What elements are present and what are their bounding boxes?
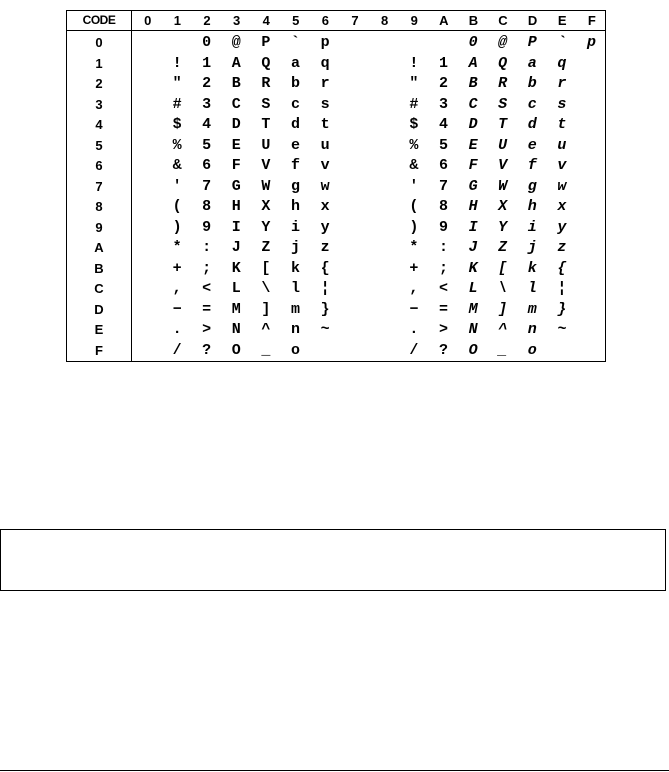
table-cell bbox=[340, 136, 369, 156]
column-header: A bbox=[439, 13, 449, 28]
table-cell bbox=[370, 218, 399, 238]
table-cell bbox=[577, 341, 606, 361]
table-cell: , bbox=[409, 280, 419, 297]
row-label: E bbox=[94, 322, 104, 337]
table-cell: c bbox=[527, 95, 537, 113]
table-cell: ` bbox=[557, 34, 567, 51]
character-code-table bbox=[66, 10, 606, 362]
table-cell: / bbox=[409, 341, 419, 359]
table-cell: W bbox=[498, 177, 508, 195]
table-cell: + bbox=[172, 259, 182, 277]
table-cell: ~ bbox=[557, 321, 567, 338]
column-header: C bbox=[498, 13, 508, 28]
table-cell: ' bbox=[409, 177, 419, 195]
table-cell bbox=[340, 300, 369, 320]
table-cell bbox=[133, 279, 162, 299]
table-cell: y bbox=[557, 218, 567, 236]
table-cell: J bbox=[231, 239, 241, 256]
table-cell: Z bbox=[261, 239, 271, 256]
table-cell: _ bbox=[498, 341, 508, 359]
code-header: CODE bbox=[82, 13, 116, 27]
table-cell: n bbox=[290, 321, 300, 338]
table-cell bbox=[370, 33, 399, 53]
table-cell: < bbox=[202, 280, 212, 297]
table-cell: k bbox=[527, 259, 537, 277]
column-header: 7 bbox=[351, 13, 359, 28]
table-cell: J bbox=[468, 239, 478, 256]
table-cell bbox=[133, 300, 162, 320]
table-cell: V bbox=[261, 157, 271, 174]
table-cell: " bbox=[172, 75, 182, 92]
table-cell bbox=[133, 33, 162, 53]
table-cell: { bbox=[557, 259, 567, 277]
table-cell: > bbox=[202, 321, 212, 338]
table-cell: 6 bbox=[438, 157, 448, 174]
table-cell: + bbox=[409, 259, 419, 277]
table-cell bbox=[340, 197, 369, 217]
table-cell: X bbox=[498, 198, 508, 215]
table-cell bbox=[370, 279, 399, 299]
row-label: 8 bbox=[95, 199, 103, 214]
table-cell bbox=[340, 156, 369, 176]
table-cell: 3 bbox=[202, 95, 212, 113]
table-cell: y bbox=[320, 218, 330, 236]
table-cell: i bbox=[290, 218, 300, 236]
row-label: 7 bbox=[95, 178, 103, 194]
table-cell: s bbox=[557, 95, 567, 113]
table-cell: t bbox=[320, 116, 330, 133]
table-cell: m bbox=[290, 300, 300, 318]
table-cell: / bbox=[172, 341, 182, 359]
table-cell: > bbox=[438, 321, 448, 338]
table-cell: 2 bbox=[202, 75, 212, 92]
table-cell bbox=[133, 95, 162, 115]
table-cell: h bbox=[527, 198, 537, 215]
table-cell: 1 bbox=[202, 54, 212, 72]
table-cell: @ bbox=[498, 34, 508, 51]
table-cell: B bbox=[231, 75, 241, 92]
table-cell: x bbox=[320, 198, 330, 215]
table-cell: l bbox=[527, 280, 537, 297]
row-label: 3 bbox=[95, 96, 103, 112]
table-cell bbox=[399, 33, 428, 53]
column-header: 0 bbox=[144, 13, 152, 28]
column-header: D bbox=[527, 13, 538, 28]
table-cell: h bbox=[290, 198, 300, 215]
table-cell: ^ bbox=[498, 321, 508, 338]
table-cell: K bbox=[231, 259, 241, 277]
table-cell: ' bbox=[172, 177, 182, 195]
table-cell bbox=[133, 156, 162, 176]
table-cell: Q bbox=[498, 54, 508, 72]
table-cell: $ bbox=[409, 116, 419, 133]
table-cell bbox=[340, 218, 369, 238]
row-label: 5 bbox=[95, 137, 103, 153]
row-label: 2 bbox=[95, 76, 103, 91]
table-cell bbox=[370, 197, 399, 217]
table-cell: * bbox=[172, 239, 182, 256]
table-cell bbox=[577, 300, 606, 320]
table-cell: e bbox=[527, 136, 537, 154]
table-cell: H bbox=[231, 198, 241, 215]
table-cell: = bbox=[438, 300, 448, 318]
footer-rule bbox=[0, 770, 669, 771]
row-label-divider bbox=[131, 11, 132, 361]
table-cell bbox=[340, 95, 369, 115]
table-cell: [ bbox=[261, 259, 271, 277]
table-cell: ( bbox=[172, 198, 182, 215]
table-cell: E bbox=[468, 136, 478, 154]
table-cell bbox=[370, 74, 399, 94]
table-cell: S bbox=[261, 95, 271, 113]
table-cell: I bbox=[468, 218, 478, 236]
table-cell: \ bbox=[498, 280, 508, 297]
table-cell bbox=[577, 115, 606, 135]
table-cell: C bbox=[231, 95, 241, 113]
table-cell: 1 bbox=[438, 54, 448, 72]
table-cell bbox=[133, 218, 162, 238]
table-cell: t bbox=[557, 116, 567, 133]
table-cell bbox=[133, 259, 162, 279]
table-cell bbox=[577, 54, 606, 74]
table-cell bbox=[370, 54, 399, 74]
table-cell: M bbox=[468, 300, 478, 318]
table-cell: E bbox=[231, 136, 241, 154]
table-cell: l bbox=[290, 280, 300, 297]
table-cell: z bbox=[557, 239, 567, 256]
table-cell bbox=[577, 177, 606, 197]
table-cell: U bbox=[261, 136, 271, 154]
table-cell: } bbox=[320, 300, 330, 318]
table-cell: 9 bbox=[202, 218, 212, 236]
table-cell bbox=[340, 74, 369, 94]
table-cell: & bbox=[409, 157, 419, 174]
table-cell: O bbox=[231, 341, 241, 359]
table-cell: w bbox=[557, 177, 567, 195]
table-cell: ¦ bbox=[320, 280, 330, 297]
table-cell bbox=[340, 177, 369, 197]
table-cell: u bbox=[557, 136, 567, 154]
table-cell: B bbox=[468, 75, 478, 92]
column-header: E bbox=[557, 13, 567, 28]
table-cell bbox=[340, 33, 369, 53]
table-cell bbox=[577, 279, 606, 299]
table-cell: F bbox=[468, 157, 478, 174]
table-cell: % bbox=[172, 136, 182, 154]
table-cell bbox=[133, 238, 162, 258]
table-cell bbox=[311, 341, 340, 361]
table-cell: 2 bbox=[438, 75, 448, 92]
table-cell: * bbox=[409, 239, 419, 256]
table-cell bbox=[577, 156, 606, 176]
table-cell: : bbox=[438, 239, 448, 256]
table-cell bbox=[370, 136, 399, 156]
table-cell: g bbox=[290, 177, 300, 195]
table-cell bbox=[370, 300, 399, 320]
table-cell: 5 bbox=[202, 136, 212, 154]
table-cell: { bbox=[320, 259, 330, 277]
table-cell: R bbox=[498, 75, 508, 92]
table-cell: 4 bbox=[438, 116, 448, 133]
table-cell: q bbox=[320, 54, 330, 72]
table-cell bbox=[370, 238, 399, 258]
row-label: 1 bbox=[95, 55, 103, 71]
table-cell bbox=[577, 238, 606, 258]
table-cell: } bbox=[557, 300, 567, 318]
table-cell: a bbox=[290, 54, 300, 72]
empty-note-box bbox=[0, 529, 666, 591]
table-cell: Q bbox=[261, 54, 271, 72]
table-cell: U bbox=[498, 136, 508, 154]
table-cell: Y bbox=[261, 218, 271, 236]
table-cell: r bbox=[557, 75, 567, 92]
table-cell: i bbox=[527, 218, 537, 236]
table-cell: 8 bbox=[438, 198, 448, 215]
table-cell bbox=[340, 115, 369, 135]
table-cell bbox=[133, 54, 162, 74]
table-cell: L bbox=[231, 280, 241, 297]
table-cell: L bbox=[468, 280, 478, 297]
table-cell: m bbox=[527, 300, 537, 318]
table-cell: u bbox=[320, 136, 330, 154]
table-cell: f bbox=[527, 157, 537, 174]
table-cell: p bbox=[586, 34, 596, 51]
table-cell: w bbox=[320, 177, 330, 195]
table-cell bbox=[340, 54, 369, 74]
table-cell: − bbox=[409, 300, 419, 318]
table-cell bbox=[133, 320, 162, 340]
table-cell: _ bbox=[261, 341, 271, 359]
table-cell: f bbox=[290, 157, 300, 174]
table-cell: ) bbox=[409, 218, 419, 236]
table-cell: R bbox=[261, 75, 271, 92]
table-cell: V bbox=[498, 157, 508, 174]
table-cell bbox=[577, 259, 606, 279]
column-header: 9 bbox=[410, 13, 418, 28]
table-cell: b bbox=[290, 75, 300, 92]
table-cell: G bbox=[231, 177, 241, 195]
table-cell: T bbox=[498, 116, 508, 133]
table-cell: X bbox=[261, 198, 271, 215]
column-header: 6 bbox=[321, 13, 329, 28]
table-cell: , bbox=[172, 280, 182, 297]
table-cell: ; bbox=[202, 259, 212, 277]
table-cell: K bbox=[468, 259, 478, 277]
row-label: C bbox=[94, 281, 104, 296]
table-cell: j bbox=[290, 239, 300, 256]
table-cell: ? bbox=[438, 341, 448, 359]
column-header: 5 bbox=[292, 13, 300, 28]
table-cell: 7 bbox=[202, 177, 212, 195]
table-cell: A bbox=[468, 54, 478, 72]
table-cell: o bbox=[527, 341, 537, 359]
table-cell: b bbox=[527, 75, 537, 92]
table-cell: P bbox=[261, 34, 271, 51]
table-cell: Y bbox=[498, 218, 508, 236]
table-cell: ! bbox=[172, 54, 182, 72]
table-cell: N bbox=[231, 321, 241, 338]
table-cell bbox=[370, 115, 399, 135]
table-cell bbox=[547, 341, 576, 361]
table-cell: 5 bbox=[438, 136, 448, 154]
column-header: 8 bbox=[380, 13, 389, 28]
table-cell: T bbox=[261, 116, 271, 133]
table-cell: # bbox=[172, 95, 182, 113]
table-cell: z bbox=[320, 239, 330, 256]
table-cell: % bbox=[409, 136, 419, 154]
table-cell: = bbox=[202, 300, 212, 318]
table-cell: ` bbox=[290, 34, 300, 51]
row-label: B bbox=[94, 260, 104, 276]
table-cell bbox=[340, 259, 369, 279]
table-cell bbox=[133, 341, 162, 361]
table-cell: x bbox=[557, 198, 567, 215]
table-cell: \ bbox=[261, 280, 271, 297]
table-cell: s bbox=[320, 95, 330, 113]
row-label: 9 bbox=[95, 219, 103, 235]
table-cell: r bbox=[320, 75, 330, 92]
table-cell bbox=[133, 177, 162, 197]
table-cell: O bbox=[468, 341, 478, 359]
table-cell: N bbox=[468, 321, 478, 338]
table-cell: ; bbox=[438, 259, 448, 277]
column-header: 1 bbox=[173, 13, 181, 28]
table-cell: ] bbox=[498, 300, 508, 318]
table-cell bbox=[370, 177, 399, 197]
table-cell: [ bbox=[498, 259, 508, 277]
table-cell: d bbox=[527, 116, 537, 133]
table-cell bbox=[429, 33, 458, 53]
table-cell: c bbox=[290, 95, 300, 113]
row-label: 0 bbox=[95, 35, 103, 50]
table-cell: . bbox=[409, 321, 419, 338]
table-cell bbox=[370, 259, 399, 279]
table-cell: k bbox=[290, 259, 300, 277]
table-cell bbox=[577, 136, 606, 156]
column-header: 2 bbox=[203, 13, 211, 28]
table-cell: C bbox=[468, 95, 478, 113]
table-cell: v bbox=[320, 157, 330, 174]
table-cell: 6 bbox=[202, 157, 212, 174]
table-cell: j bbox=[527, 239, 537, 256]
table-cell bbox=[370, 156, 399, 176]
table-cell: " bbox=[409, 75, 419, 92]
table-cell bbox=[577, 74, 606, 94]
table-cell: D bbox=[468, 116, 478, 133]
table-cell: < bbox=[438, 280, 448, 297]
table-cell: # bbox=[409, 95, 419, 113]
table-cell: & bbox=[172, 157, 182, 174]
table-cell: G bbox=[468, 177, 478, 195]
table-cell: ^ bbox=[261, 321, 271, 338]
table-cell: e bbox=[290, 136, 300, 154]
row-label: D bbox=[94, 301, 104, 317]
table-cell: 0 bbox=[202, 34, 212, 51]
table-cell: ¦ bbox=[557, 280, 567, 297]
table-cell bbox=[133, 197, 162, 217]
table-cell: ! bbox=[409, 54, 419, 72]
table-cell: d bbox=[290, 116, 300, 133]
table-cell bbox=[577, 218, 606, 238]
table-cell: . bbox=[172, 321, 182, 338]
table-cell bbox=[340, 238, 369, 258]
table-cell: n bbox=[527, 321, 537, 338]
row-label: F bbox=[95, 342, 103, 358]
table-cell: a bbox=[527, 54, 537, 72]
table-cell: 9 bbox=[438, 218, 448, 236]
table-cell: g bbox=[527, 177, 537, 195]
table-cell bbox=[370, 341, 399, 361]
table-cell: 4 bbox=[202, 116, 212, 133]
table-cell bbox=[133, 115, 162, 135]
row-label: 4 bbox=[95, 117, 103, 132]
table-cell: : bbox=[202, 239, 212, 256]
table-cell: P bbox=[527, 34, 537, 51]
table-cell bbox=[370, 320, 399, 340]
table-cell: Z bbox=[498, 239, 508, 256]
table-cell: o bbox=[290, 341, 300, 359]
table-cell bbox=[133, 136, 162, 156]
table-cell: S bbox=[498, 95, 508, 113]
row-label: 6 bbox=[95, 158, 103, 173]
table-cell bbox=[577, 320, 606, 340]
table-cell: W bbox=[261, 177, 271, 195]
column-header: B bbox=[468, 13, 479, 28]
table-cell: ] bbox=[261, 300, 271, 318]
table-cell bbox=[133, 74, 162, 94]
table-cell bbox=[340, 320, 369, 340]
column-header: 4 bbox=[262, 13, 270, 28]
table-cell: H bbox=[468, 198, 478, 215]
column-header: F bbox=[587, 13, 596, 28]
table-cell bbox=[340, 341, 369, 361]
table-cell: p bbox=[320, 34, 330, 51]
column-header: 3 bbox=[232, 13, 241, 28]
table-cell: 7 bbox=[438, 177, 448, 195]
table-cell: ) bbox=[172, 218, 182, 236]
table-header-row bbox=[67, 11, 605, 31]
table-cell: − bbox=[172, 300, 182, 318]
table-cell: ~ bbox=[320, 321, 330, 338]
table-cell bbox=[577, 95, 606, 115]
table-cell: A bbox=[231, 54, 241, 72]
table-cell: I bbox=[231, 218, 241, 236]
table-cell: $ bbox=[172, 116, 182, 133]
table-cell bbox=[577, 197, 606, 217]
table-cell: 8 bbox=[202, 198, 212, 215]
table-cell: D bbox=[231, 116, 241, 133]
table-cell: v bbox=[557, 157, 567, 174]
table-cell: ? bbox=[202, 341, 212, 359]
table-cell: q bbox=[557, 54, 567, 72]
table-cell bbox=[163, 33, 192, 53]
table-cell: F bbox=[231, 157, 241, 174]
table-cell bbox=[370, 95, 399, 115]
table-cell: 0 bbox=[468, 34, 478, 51]
table-cell: M bbox=[231, 300, 241, 318]
table-cell: 3 bbox=[438, 95, 448, 113]
table-cell bbox=[340, 279, 369, 299]
row-label: A bbox=[94, 240, 104, 255]
table-cell: @ bbox=[231, 34, 241, 51]
table-cell: ( bbox=[409, 198, 419, 215]
